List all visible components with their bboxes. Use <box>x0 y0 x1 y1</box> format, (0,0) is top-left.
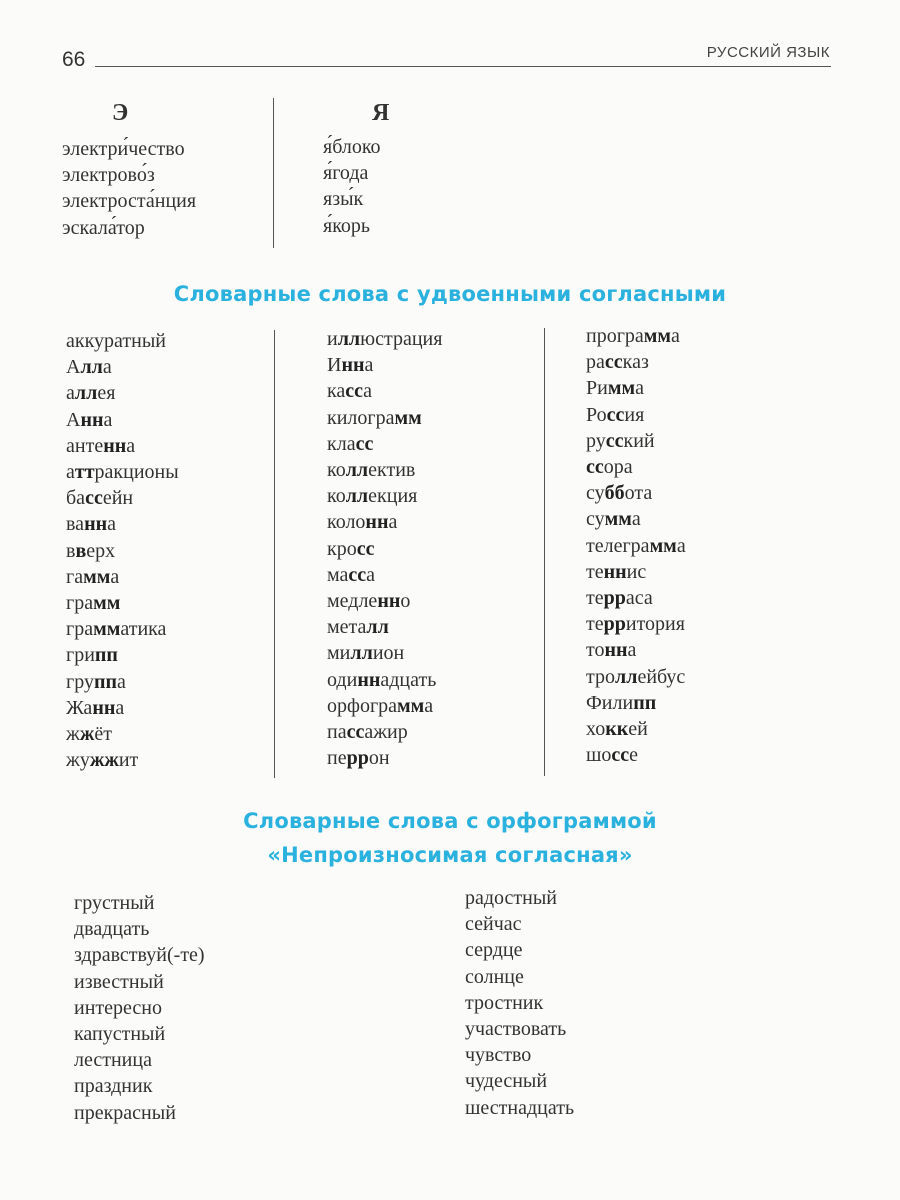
word-item <box>586 533 686 559</box>
word-highlight: мм <box>643 325 672 347</box>
word-part: ейбус <box>637 665 686 688</box>
word-item <box>465 1068 574 1094</box>
word-part: пе <box>327 747 347 770</box>
word-part: гри <box>66 644 95 667</box>
word-part: телегра <box>586 534 650 557</box>
word-part: чувство <box>465 1044 532 1067</box>
word-item <box>66 328 179 354</box>
word-part: а <box>115 696 125 719</box>
word-highlight: лл <box>337 328 361 350</box>
word-part: а <box>424 694 434 717</box>
word-highlight: нн <box>84 513 108 536</box>
word-item <box>66 721 179 747</box>
word-item <box>62 215 196 241</box>
word-part: в <box>66 539 76 562</box>
section-title-silent-consonant-line1: Словарные слова с орфограммой <box>243 809 657 833</box>
word-item <box>586 637 686 663</box>
word-part: а <box>66 461 75 484</box>
word-part: медле <box>327 590 378 613</box>
word-part: атика <box>120 618 167 641</box>
word-part: я́корь <box>323 214 371 237</box>
word-part: здравствуй(-те) <box>74 944 205 967</box>
double-consonants-column-1 <box>66 328 179 773</box>
word-item <box>465 990 574 1016</box>
word-item <box>327 536 442 562</box>
letter-divider <box>273 98 274 248</box>
word-item <box>586 585 686 611</box>
word-part: И <box>327 354 342 377</box>
word-item <box>465 1016 574 1042</box>
word-part: а <box>635 377 644 400</box>
word-item <box>66 564 179 590</box>
word-part: он <box>368 747 390 770</box>
word-part: ис <box>626 560 647 583</box>
word-item <box>74 1021 205 1047</box>
word-part: а <box>102 356 112 379</box>
word-part: те <box>586 587 604 610</box>
word-part: о <box>400 590 411 613</box>
word-part: прекрасный <box>74 1101 176 1124</box>
word-part: су <box>586 482 605 505</box>
word-item <box>74 890 205 916</box>
letter-heading-e: Э <box>112 100 129 126</box>
page-number: 66 <box>62 48 86 71</box>
word-part: я́года <box>323 162 369 185</box>
word-highlight: сс <box>355 432 374 455</box>
word-item <box>62 188 196 214</box>
word-part: Фили <box>586 691 634 714</box>
word-item <box>327 588 442 614</box>
word-part: известный <box>74 970 164 993</box>
word-part: ка <box>327 380 346 403</box>
word-part: чудесный <box>465 1070 548 1093</box>
word-part: ерх <box>86 539 116 562</box>
word-item <box>74 1047 205 1073</box>
word-part: килогра <box>327 406 395 429</box>
word-part: ион <box>372 642 405 665</box>
word-item <box>327 483 442 509</box>
column-divider-1 <box>274 330 275 778</box>
word-part: двадцать <box>74 918 150 941</box>
word-part: аса <box>625 587 653 610</box>
word-item <box>327 405 442 431</box>
word-part: ру <box>586 429 606 452</box>
word-part: коло <box>327 511 366 534</box>
word-item <box>465 911 574 937</box>
word-part: хо <box>586 718 606 741</box>
word-item <box>66 433 179 459</box>
word-part: ия <box>624 403 645 426</box>
double-consonants-column-3 <box>586 323 686 768</box>
word-item <box>66 590 179 616</box>
word-part: шестнадцать <box>465 1096 575 1119</box>
letter-heading-ya: Я <box>372 100 390 126</box>
word-part: Ри <box>586 377 608 400</box>
word-part: электри́чество <box>62 138 185 160</box>
word-item <box>586 375 686 401</box>
word-part: ж <box>66 723 80 746</box>
word-part: А <box>66 356 81 379</box>
word-item <box>323 134 381 160</box>
book-title: РУССКИЙ ЯЗЫК <box>706 44 830 61</box>
word-item <box>74 995 205 1021</box>
word-part: мета <box>327 616 367 639</box>
word-part: Жа <box>66 696 93 719</box>
word-highlight: сс <box>586 456 604 479</box>
word-part: электрово́з <box>62 164 155 187</box>
section-title-double-consonants: Словарные слова с удвоенными согласными <box>173 282 727 306</box>
word-part: капустный <box>74 1023 166 1046</box>
silent-consonant-column-2 <box>465 885 574 1121</box>
word-part: а <box>126 434 136 457</box>
double-consonants-column-2 <box>327 326 442 771</box>
word-highlight: пп <box>93 670 117 693</box>
word-item <box>327 614 442 640</box>
word-part: ит <box>118 749 139 772</box>
word-item <box>586 428 686 454</box>
word-highlight: лл <box>80 356 103 379</box>
word-item <box>586 323 686 349</box>
word-item <box>465 964 574 990</box>
word-item <box>62 136 196 162</box>
word-part: ей <box>628 718 648 741</box>
word-part: гру <box>66 670 94 693</box>
word-item <box>586 742 686 768</box>
word-highlight: сс <box>605 429 624 452</box>
word-item <box>327 667 442 693</box>
word-part: те <box>586 560 604 583</box>
word-highlight: рр <box>603 613 626 636</box>
word-item <box>66 380 179 406</box>
word-highlight: сс <box>348 563 367 586</box>
word-list-e <box>62 136 196 241</box>
word-highlight: рр <box>346 747 369 770</box>
word-part: гра <box>66 592 94 615</box>
word-part: а <box>366 563 376 586</box>
word-part: а <box>363 380 372 403</box>
word-part: су <box>586 508 605 531</box>
word-highlight: пп <box>94 644 118 667</box>
word-highlight: сс <box>356 537 375 560</box>
word-part: а <box>627 639 637 662</box>
word-part: па <box>327 721 347 744</box>
word-part: ми <box>327 642 351 665</box>
word-highlight: нн <box>604 639 628 662</box>
word-part: кла <box>327 432 356 455</box>
word-item <box>586 664 686 690</box>
word-item <box>586 349 686 375</box>
word-item <box>465 1042 574 1068</box>
word-item <box>327 509 442 535</box>
word-part: орфогра <box>327 694 398 717</box>
word-part: адцать <box>380 668 437 691</box>
word-highlight: мм <box>604 508 632 531</box>
word-item <box>327 640 442 666</box>
word-highlight: бб <box>604 482 625 505</box>
word-highlight: сс <box>606 403 625 426</box>
word-part: электроста́нция <box>62 190 197 213</box>
word-item <box>586 611 686 637</box>
word-highlight: нн <box>103 434 127 457</box>
word-item <box>327 745 442 771</box>
word-item <box>465 937 574 963</box>
word-item <box>66 485 179 511</box>
word-part: солнце <box>465 965 524 988</box>
word-part: язы́к <box>323 188 364 211</box>
word-item <box>327 378 442 404</box>
word-part: ва <box>66 513 85 536</box>
word-part: сейчас <box>465 913 522 936</box>
word-part: интересно <box>74 996 162 1019</box>
word-part: юстрация <box>360 328 443 350</box>
word-part: А <box>66 408 81 431</box>
word-item <box>586 480 686 506</box>
word-item <box>327 693 442 719</box>
word-part: ейн <box>102 487 134 510</box>
word-item <box>74 942 205 968</box>
word-item <box>327 457 442 483</box>
word-item <box>327 562 442 588</box>
word-part: а <box>103 408 113 431</box>
word-part: аккуратный <box>66 330 166 352</box>
word-item <box>66 747 179 773</box>
word-highlight: мм <box>83 565 111 588</box>
word-highlight: лл <box>366 616 389 639</box>
word-item <box>74 969 205 995</box>
word-item <box>327 326 442 352</box>
word-highlight: мм <box>93 592 121 615</box>
word-highlight: сс <box>346 721 365 744</box>
word-item <box>465 1095 574 1121</box>
word-part: сердце <box>465 939 523 962</box>
word-highlight: жж <box>89 749 119 772</box>
word-item <box>323 160 381 186</box>
word-highlight: мм <box>93 618 121 641</box>
word-highlight: лл <box>345 459 369 482</box>
word-part: ба <box>66 487 86 510</box>
word-highlight: мм <box>607 377 636 400</box>
word-highlight: сс <box>345 380 364 403</box>
word-item <box>327 352 442 378</box>
word-part: жу <box>66 749 90 772</box>
word-part: ота <box>624 482 653 505</box>
word-part: грустный <box>74 892 155 914</box>
word-highlight: мм <box>394 406 422 429</box>
column-divider-2 <box>544 328 545 776</box>
word-item <box>586 402 686 428</box>
word-part: а <box>671 325 680 347</box>
word-part: тростник <box>465 991 544 1014</box>
word-item <box>66 511 179 537</box>
word-highlight: кк <box>605 718 629 741</box>
word-item <box>74 1073 205 1099</box>
word-part: каз <box>622 351 649 374</box>
word-part: Ро <box>586 403 607 426</box>
word-part: а <box>388 511 398 534</box>
word-part: ея <box>97 382 116 405</box>
word-part: програ <box>586 325 644 347</box>
word-part: кий <box>623 429 655 452</box>
word-part: шо <box>586 744 612 767</box>
word-highlight: нн <box>341 354 365 377</box>
word-highlight: мм <box>649 534 677 557</box>
word-part: а <box>117 670 126 693</box>
word-part: эскала́тор <box>62 216 145 239</box>
word-item <box>66 459 179 485</box>
word-part: гра <box>66 618 94 641</box>
word-highlight: лл <box>74 382 98 405</box>
word-highlight: мм <box>397 694 425 717</box>
word-part: оди <box>327 668 358 691</box>
word-item <box>74 1100 205 1126</box>
word-list-ya <box>323 134 381 239</box>
word-item <box>586 716 686 742</box>
word-item <box>66 538 179 564</box>
word-item <box>66 616 179 642</box>
word-highlight: лл <box>350 642 373 665</box>
word-part: ажир <box>364 721 408 744</box>
word-part: а <box>107 513 116 536</box>
word-item <box>327 431 442 457</box>
word-part: а <box>66 382 75 405</box>
word-part: е <box>629 744 639 767</box>
word-highlight: нн <box>377 590 401 613</box>
word-part: ко <box>327 459 346 482</box>
word-part: а <box>364 354 374 377</box>
word-highlight: ж <box>79 723 95 746</box>
silent-consonant-column-1 <box>74 890 205 1126</box>
word-item <box>465 885 574 911</box>
word-part: участвовать <box>465 1018 567 1041</box>
word-part: то <box>586 639 605 662</box>
word-part: тро <box>586 665 615 688</box>
word-part: те <box>586 613 604 636</box>
word-item <box>66 642 179 668</box>
word-highlight: сс <box>611 744 630 767</box>
word-highlight: рр <box>603 587 626 610</box>
word-part: лестница <box>74 1049 152 1072</box>
word-highlight: пп <box>633 691 657 714</box>
word-highlight: в <box>75 539 87 562</box>
word-part: анте <box>66 434 104 457</box>
word-highlight: нн <box>603 560 627 583</box>
word-part: екция <box>368 485 418 508</box>
word-part: га <box>66 565 84 588</box>
word-highlight: лл <box>345 485 369 508</box>
word-part: праздник <box>74 1075 153 1098</box>
word-item <box>66 407 179 433</box>
word-part: радостный <box>465 887 558 909</box>
word-part: и <box>327 328 338 350</box>
word-part: ектив <box>368 459 416 482</box>
word-highlight: сс <box>604 351 623 374</box>
word-highlight: тт <box>74 461 95 484</box>
word-part: ёт <box>94 723 112 746</box>
word-part: кро <box>327 537 357 560</box>
word-item <box>62 162 196 188</box>
word-highlight: нн <box>92 696 116 719</box>
word-part: ма <box>327 563 349 586</box>
word-part: а <box>110 565 120 588</box>
word-item <box>323 186 381 212</box>
word-item <box>74 916 205 942</box>
word-part: а <box>631 508 641 531</box>
word-item <box>586 454 686 480</box>
word-highlight: лл <box>614 665 638 688</box>
word-part: а <box>676 534 686 557</box>
word-highlight: нн <box>357 668 381 691</box>
word-item <box>66 669 179 695</box>
word-item <box>323 213 381 239</box>
word-item <box>327 719 442 745</box>
word-item <box>586 506 686 532</box>
word-part: ракционы <box>94 461 179 484</box>
word-item <box>66 354 179 380</box>
word-part: я́блоко <box>323 136 381 158</box>
word-highlight: нн <box>365 511 389 534</box>
word-part: ора <box>603 456 633 479</box>
word-highlight: сс <box>85 487 103 510</box>
word-part: итория <box>625 613 685 636</box>
word-item <box>66 695 179 721</box>
word-item <box>586 559 686 585</box>
word-highlight: нн <box>80 408 104 431</box>
word-part: ра <box>586 351 605 374</box>
word-part: ко <box>327 485 346 508</box>
section-title-silent-consonant-line2: «Непроизносимая согласная» <box>267 843 633 867</box>
word-item <box>586 690 686 716</box>
header-rule <box>95 66 831 67</box>
